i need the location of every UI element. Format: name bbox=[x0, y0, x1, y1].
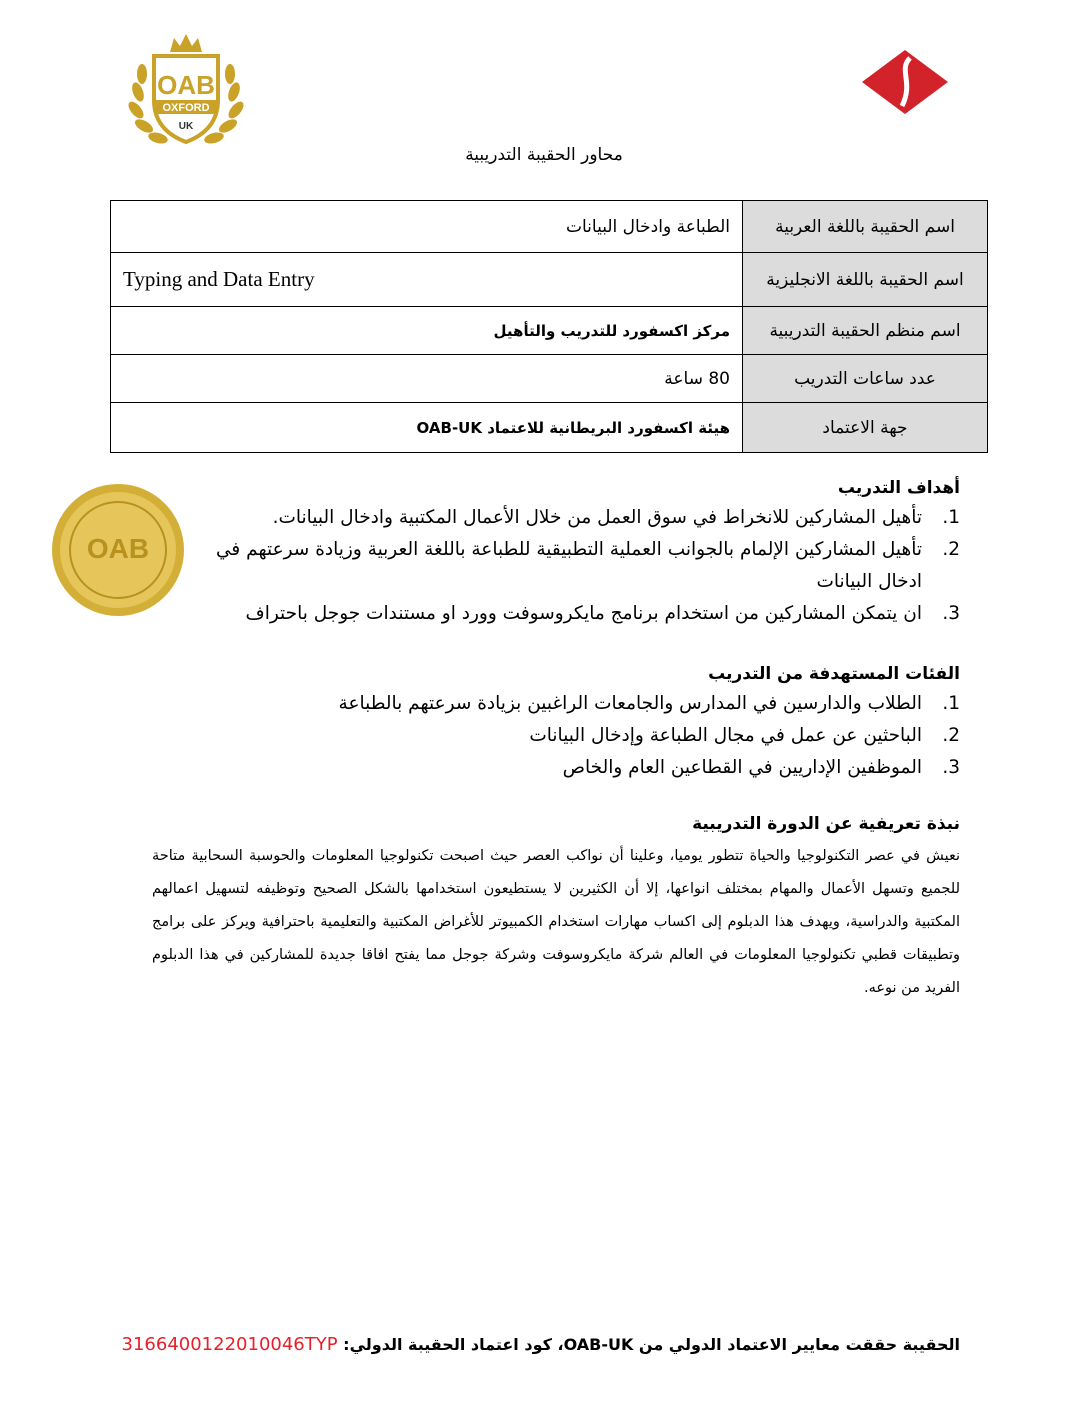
item-text: ان يتمكن المشاركين من استخدام برنامج مايكروسوفت وورد او مستندات جوجل باحتراف bbox=[245, 603, 922, 624]
oab-logo-text: OAB bbox=[157, 70, 215, 100]
list-item bbox=[160, 598, 960, 630]
objectives-list bbox=[160, 502, 960, 630]
row-value: الطباعة وادخال البيانات bbox=[111, 201, 743, 253]
item-number: 3. bbox=[942, 757, 960, 778]
about-heading: نبذة تعريفية عن الدورة التدريبية bbox=[692, 814, 960, 834]
oab-oxford-logo bbox=[124, 30, 248, 148]
objectives-section bbox=[160, 478, 960, 630]
table-row bbox=[111, 253, 988, 307]
course-info-table bbox=[110, 200, 988, 453]
list-item bbox=[160, 502, 960, 534]
objectives-heading: أهداف التدريب bbox=[837, 478, 960, 498]
list-item bbox=[160, 752, 960, 784]
table-row bbox=[111, 307, 988, 355]
item-number: 1. bbox=[942, 693, 960, 714]
item-number: 3. bbox=[942, 603, 960, 624]
page-title: محاور الحقيبة التدريبية bbox=[465, 145, 623, 165]
brand-red-logo bbox=[860, 48, 950, 116]
item-text: تأهيل المشاركين الإلمام بالجوانب العملية التطبيقية للطباعة باللغة العربية وزيادة سرعتهم في ادخال البيانات bbox=[216, 539, 922, 592]
row-value: هيئة اكسفورد البريطانية للاعتماد OAB-UK bbox=[111, 403, 743, 453]
footer-accreditation bbox=[60, 1334, 960, 1355]
audience-list bbox=[160, 688, 960, 784]
seal-text: OAB bbox=[86, 533, 150, 564]
list-item bbox=[160, 534, 960, 598]
item-number: 2. bbox=[942, 725, 960, 746]
row-value: 80 ساعة bbox=[111, 355, 743, 403]
row-value: Typing and Data Entry bbox=[111, 253, 743, 307]
row-value: مركز اكسفورد للتدريب والتأهيل bbox=[111, 307, 743, 355]
row-label: جهة الاعتماد bbox=[743, 403, 988, 453]
item-number: 1. bbox=[942, 507, 960, 528]
table-row bbox=[111, 201, 988, 253]
footer-text: الحقيبة حققت معايير الاعتماد الدولي من OAB-UK، كود اعتماد الحقيبة الدولي: bbox=[337, 1335, 960, 1354]
table-row bbox=[111, 355, 988, 403]
audience-heading: الفئات المستهدفة من التدريب bbox=[708, 664, 960, 684]
list-item bbox=[160, 688, 960, 720]
about-paragraph: نعيش في عصر التكنولوجيا والحياة تتطور يوميا، وعلينا أن نواكب العصر حيث اصبحت تكنولوجيا المعلومات والحوسبة السحابية متاحة للجميع وتسهل الأعمال والمهام بمختلف انواعها، إلا أن الكثيرين لا يستطيعون استخدامها بالشكل الصحيح وتوظيفه لتسهيل اعمالهم المكتبية والدراسية، ويهدف هذا الدبلوم إلى اكساب مهارات استخدام الكمبيوتر للأغراض المكتبية والتعليمية باحترافية ويركز على برامج وتطبيقات قطبي تكنولوجيا المعلومات في العالم شركة مايكروسوفت وشركة جوجل مما يفتح افاقا جديدة للمشاركين في هذا الدبلوم الفريد من نوعه. bbox=[152, 848, 960, 996]
list-item bbox=[160, 720, 960, 752]
uk-logo-text: UK bbox=[178, 121, 194, 132]
row-label: اسم منظم الحقيبة التدريبية bbox=[743, 307, 988, 355]
table-row bbox=[111, 403, 988, 453]
item-text: الطلاب والدارسين في المدارس والجامعات الراغبين بزيادة سرعتهم بالطباعة bbox=[338, 693, 922, 714]
row-label: اسم الحقيبة باللغة الانجليزية bbox=[743, 253, 988, 307]
about-section bbox=[152, 814, 960, 1005]
accreditation-code: 3166400122010046TYP bbox=[121, 1334, 338, 1355]
item-number: 2. bbox=[942, 539, 960, 560]
oxford-logo-text: OXFORD bbox=[162, 102, 210, 114]
row-label: اسم الحقيبة باللغة العربية bbox=[743, 201, 988, 253]
audience-section bbox=[160, 664, 960, 784]
item-text: الموظفين الإداريين في القطاعين العام والخاص bbox=[562, 757, 922, 778]
item-text: الباحثين عن عمل في مجال الطباعة وإدخال البيانات bbox=[529, 725, 922, 746]
row-label: عدد ساعات التدريب bbox=[743, 355, 988, 403]
item-text: تأهيل المشاركين للانخراط في سوق العمل من خلال الأعمال المكتبية وادخال البيانات. bbox=[272, 507, 922, 528]
